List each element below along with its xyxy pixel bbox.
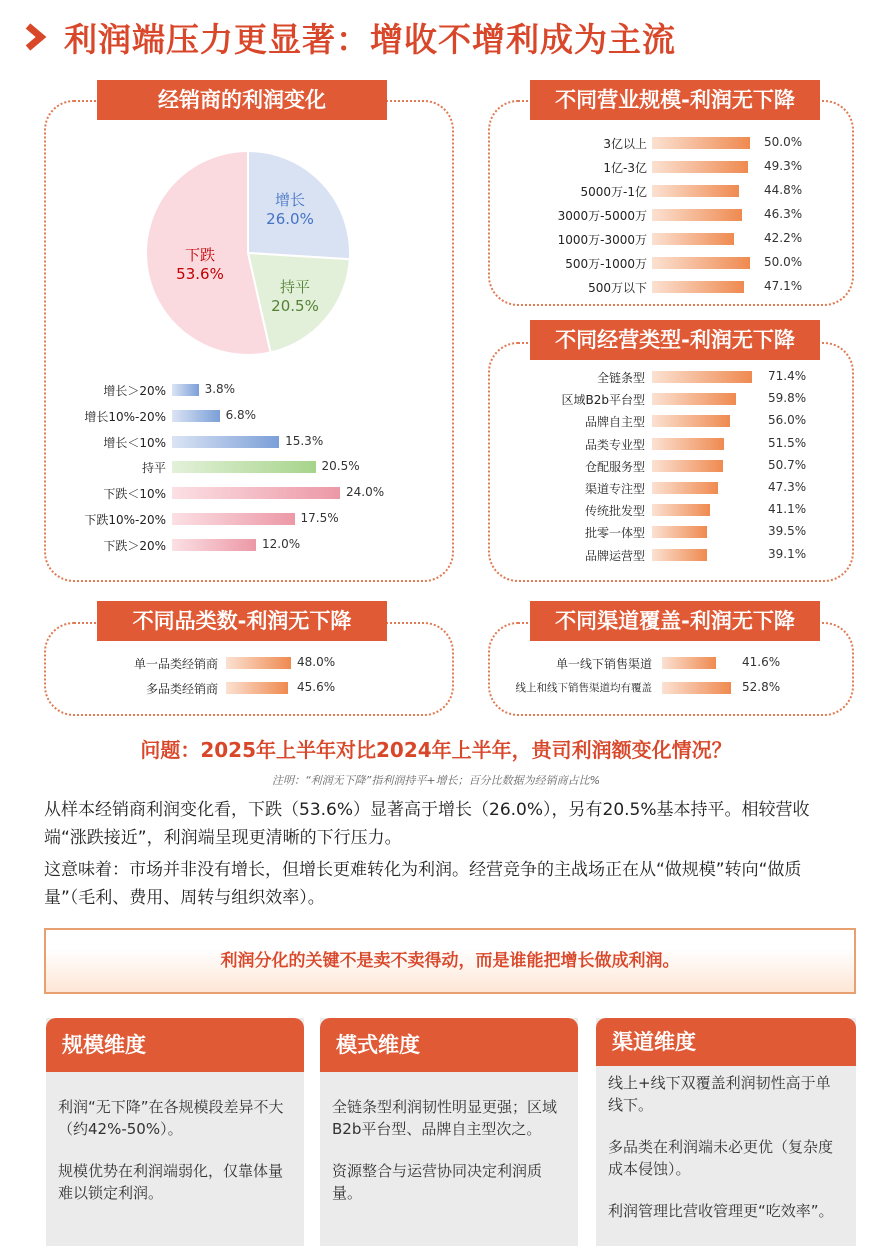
pie-slice-label: 下跌 bbox=[184, 246, 216, 264]
key-insight-box: 利润分化的关键不是卖不卖得动，而是谁能把增长做成利润。 bbox=[44, 928, 856, 994]
scale-panel bbox=[488, 100, 854, 306]
bar bbox=[652, 526, 707, 538]
card-text: 利润“无下降”在各规模段差异不大（约42%-50%）。 bbox=[58, 1098, 284, 1138]
bar-value: 41.6% bbox=[742, 655, 781, 669]
model-dimension-card bbox=[320, 1018, 578, 1246]
bar-label: 渠道专注型 bbox=[584, 482, 645, 496]
bar bbox=[652, 371, 752, 383]
bar-label: 区域B2b平台型 bbox=[561, 393, 645, 408]
pie-slice-label: 增长 bbox=[274, 191, 306, 209]
bar-value: 47.1% bbox=[764, 279, 803, 293]
bar bbox=[652, 460, 723, 472]
bar bbox=[172, 384, 199, 396]
bar bbox=[652, 137, 750, 149]
bar-label: 3亿以上 bbox=[603, 137, 647, 151]
bar-value: 49.3% bbox=[764, 159, 803, 173]
bar-value: 51.5% bbox=[768, 435, 807, 450]
bar-label: 下跌＜10% bbox=[103, 487, 166, 502]
card-text: 利润管理比营收管理更“吃效率”。 bbox=[608, 1202, 834, 1220]
bar-label: 品牌自主型 bbox=[584, 415, 645, 430]
bar-label: 1000万-3000万 bbox=[557, 233, 647, 247]
profit-change-header: 经销商的利润变化 bbox=[97, 80, 387, 120]
bar-label: 下跌＞20% bbox=[103, 538, 166, 553]
bar bbox=[652, 233, 734, 245]
title-row bbox=[22, 12, 676, 62]
bar-value: 50.7% bbox=[768, 457, 807, 472]
pie-chart bbox=[130, 140, 370, 370]
bar-label: 增长＜10% bbox=[103, 435, 166, 450]
bar-label: 全链条型 bbox=[596, 371, 645, 385]
footnote: 注明：“利润无下降”指利润持平+增长；百分比数据为经销商占比% bbox=[271, 774, 601, 787]
bar-label: 下跌10%-20% bbox=[84, 513, 166, 527]
bar-value: 39.1% bbox=[768, 546, 807, 561]
card-text: 全链条型利润韧性明显更强；区域B2b平台型、品牌自主型次之。 bbox=[332, 1098, 558, 1138]
chevron-right-icon bbox=[22, 22, 52, 52]
bar bbox=[172, 513, 295, 525]
pie-slice-value: 26.0% bbox=[266, 210, 314, 228]
bar bbox=[652, 209, 742, 221]
bar-value: 45.6% bbox=[297, 680, 336, 694]
bar bbox=[172, 539, 256, 551]
bar-value: 46.3% bbox=[764, 207, 803, 221]
bar-value: 39.5% bbox=[768, 524, 807, 539]
card-text: 资源整合与运营协同决定利润质量。 bbox=[332, 1162, 543, 1202]
bar bbox=[662, 682, 731, 694]
bar bbox=[652, 482, 718, 494]
category-header: 不同品类数-利润无下降 bbox=[97, 601, 387, 641]
bar-value: 44.8% bbox=[764, 183, 803, 197]
bar-label: 多品类经销商 bbox=[145, 682, 218, 696]
bar-value: 56.0% bbox=[768, 413, 807, 428]
bar bbox=[172, 436, 279, 448]
bar-value: 15.3% bbox=[285, 433, 324, 448]
bar-label: 品牌运营型 bbox=[584, 548, 645, 563]
bar-value: 47.3% bbox=[768, 480, 807, 494]
bar-label: 3000万-5000万 bbox=[557, 209, 647, 223]
pie-slice-value: 53.6% bbox=[176, 265, 224, 283]
bar-label: 5000万-1亿 bbox=[580, 185, 647, 199]
bar bbox=[652, 281, 744, 293]
bar bbox=[652, 504, 710, 516]
bar bbox=[226, 682, 288, 694]
card-title: 模式维度 bbox=[320, 1018, 578, 1072]
bar bbox=[172, 487, 340, 499]
survey-question: 问题：2025年上半年对比2024年上半年，贵司利润额变化情况？ bbox=[140, 738, 732, 762]
bar-label: 单一品类经销商 bbox=[133, 657, 218, 671]
bar-value: 59.8% bbox=[768, 391, 807, 406]
channel-dimension-card bbox=[596, 1018, 856, 1246]
bar bbox=[652, 185, 739, 197]
bar-value: 42.2% bbox=[764, 231, 803, 245]
type-header: 不同经营类型-利润无下降 bbox=[530, 320, 820, 360]
bar-value: 71.4% bbox=[768, 369, 807, 383]
bar-label: 1亿-3亿 bbox=[603, 161, 647, 175]
bar-value: 48.0% bbox=[297, 655, 336, 669]
bar bbox=[662, 657, 716, 669]
bar-value: 12.0% bbox=[262, 536, 301, 551]
bar-label: 增长10%-20% bbox=[84, 409, 166, 424]
bar-label: 仓配服务型 bbox=[584, 459, 645, 474]
bar bbox=[172, 461, 316, 473]
card-text: 规模优势在利润端弱化，仅靠体量难以锁定利润。 bbox=[58, 1162, 284, 1202]
bar-label: 批零一体型 bbox=[584, 526, 645, 541]
bar bbox=[652, 438, 724, 450]
bar bbox=[652, 415, 730, 427]
bar bbox=[652, 257, 750, 269]
bar bbox=[652, 393, 736, 405]
bar-value: 50.0% bbox=[764, 255, 803, 269]
bar-label: 单一线下销售渠道 bbox=[555, 657, 652, 671]
bar bbox=[652, 549, 707, 561]
card-text: 线上+线下双覆盖利润韧性高于单线下。 bbox=[608, 1074, 831, 1114]
bar-label: 500万-1000万 bbox=[565, 257, 647, 271]
bar-label: 持平 bbox=[141, 461, 166, 476]
scale-header: 不同营业规模-利润无下降 bbox=[530, 80, 820, 120]
analysis-paragraph-2: 这意味着：市场并非没有增长，但增长更难转化为利润。经营竞争的主战场正在从“做规模”转向“做质量”（毛利、费用、周转与组织效率）。 bbox=[44, 860, 802, 908]
channel-header: 不同渠道覆盖-利润无下降 bbox=[530, 601, 820, 641]
pie-slice-value: 20.5% bbox=[271, 297, 319, 315]
bar-label: 500万以下 bbox=[588, 281, 647, 295]
bar bbox=[172, 410, 220, 422]
bar-label: 增长＞20% bbox=[103, 384, 166, 398]
card-title: 规模维度 bbox=[46, 1018, 304, 1072]
bar-value: 24.0% bbox=[346, 485, 385, 500]
pie-slice-label: 持平 bbox=[279, 278, 311, 296]
bar-label: 品类专业型 bbox=[584, 437, 645, 452]
bar bbox=[652, 161, 748, 173]
scale-dimension-card bbox=[46, 1018, 304, 1246]
page-title: 利润端压力更显著：增收不增利成为主流 bbox=[64, 19, 676, 59]
bar-value: 17.5% bbox=[300, 511, 339, 525]
bar-label: 传统批发型 bbox=[584, 504, 645, 519]
bar-value: 20.5% bbox=[321, 459, 360, 474]
card-text: 多品类在利润端未必更优（复杂度成本侵蚀）。 bbox=[608, 1138, 834, 1178]
bar-value: 41.1% bbox=[768, 502, 807, 517]
bar-value: 3.8% bbox=[204, 382, 236, 396]
card-title: 渠道维度 bbox=[596, 1018, 856, 1066]
bar-label: 线上和线下销售渠道均有覆盖 bbox=[515, 682, 652, 694]
bar-value: 6.8% bbox=[225, 407, 257, 422]
bar-value: 52.8% bbox=[742, 680, 781, 694]
bar bbox=[226, 657, 291, 669]
analysis-paragraph-1: 从样本经销商利润变化看，下跌（53.6%）显著高于增长（26.0%），另有20.5%基本持平。相较营收端“涨跌接近”，利润端呈现更清晰的下行压力。 bbox=[44, 800, 810, 848]
bar-value: 50.0% bbox=[764, 135, 803, 149]
